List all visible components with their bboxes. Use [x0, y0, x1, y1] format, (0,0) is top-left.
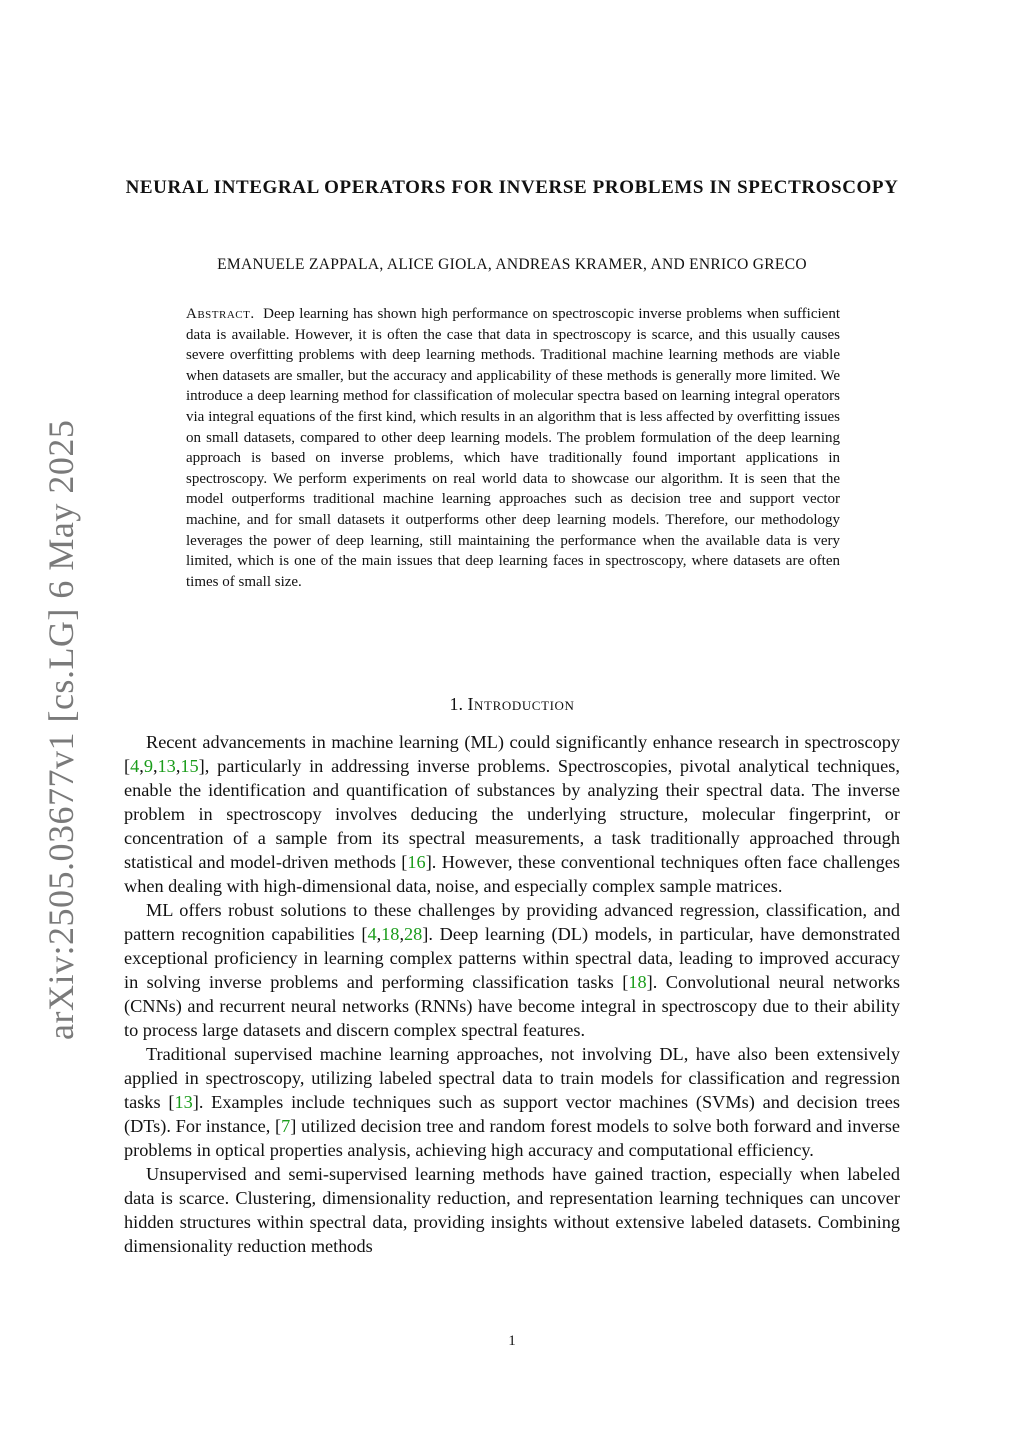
- page-number: 1: [508, 1333, 516, 1349]
- paragraph-text: ML offers robust solutions to these challenges by providing advanced regression, classification, and pattern recognition capabilities [: [124, 900, 900, 944]
- paragraph: [124, 1162, 900, 1258]
- paragraph: [124, 730, 900, 898]
- paragraph: [124, 898, 900, 1042]
- paragraph-text: Unsupervised and semi-supervised learning methods have gained traction, especially when labeled data is scarce. Clustering, dimensionality reduction, and representation learning techniques can uncover hidden structures within spectral data, providing insights without extensive labeled datasets. Combining dimensionality reduction methods: [124, 1164, 900, 1256]
- paragraph-text: ]. Examples include techniques such as support vector machines (SVMs) and decision trees (DTs). For instance, [: [124, 1092, 900, 1136]
- paragraph-text: ]. Deep learning (DL) models, in particular, have demonstrated exceptional proficiency in learning complex patterns within spectral data, leading to improved accuracy in solving inverse problems and performing classification tasks [: [124, 924, 900, 992]
- paragraph-text: Traditional supervised machine learning approaches, not involving DL, have also been extensively applied in spectroscopy, utilizing labeled spectral data to train models for classification and regression tasks [: [124, 1044, 900, 1112]
- paragraph-text: ]. However, these conventional techniques often face challenges when dealing with high-dimensional data, noise, and especially complex sample matrices.: [124, 852, 901, 896]
- citation-separator: ,: [139, 756, 144, 776]
- section-heading-introduction: [124, 694, 900, 715]
- author-list: EMANUELE ZAPPALA, ALICE GIOLA, ANDREAS KRAMER, AND ENRICO GRECO: [217, 256, 807, 273]
- citation-separator: ,: [376, 924, 382, 944]
- citation-link[interactable]: 15: [180, 756, 199, 776]
- paragraph-text: ], particularly in addressing inverse problems. Spectroscopies, pivotal analytical techniques, enable the identification and quantification of substances by analyzing their spectral data. The inverse problem in spectroscopy involves deducing the underlying structure, molecular fingerprint, or concentration of a sample from its spectral measurements, a task traditionally approached through statistical and model-driven methods [: [124, 756, 900, 872]
- citation-separator: ,: [175, 756, 181, 776]
- citation-separator: ,: [152, 756, 158, 776]
- citation-link[interactable]: 4: [130, 756, 140, 776]
- citation-link[interactable]: 16: [407, 852, 426, 872]
- abstract-label: Abstract.: [186, 306, 255, 322]
- arxiv-identifier-stamp: arXiv:2505.03677v1 [cs.LG] 6 May 2025: [41, 419, 81, 1040]
- citation-link[interactable]: 9: [143, 756, 153, 776]
- section-title: Introduction: [467, 694, 575, 714]
- abstract: [186, 304, 840, 592]
- citation-link[interactable]: 7: [281, 1116, 291, 1136]
- paragraph-text: ] utilized decision tree and random forest models to solve both forward and inverse problems in optical properties analysis, achieving high accuracy and computational efficiency.: [124, 1116, 900, 1160]
- citation-link[interactable]: 18: [628, 972, 647, 992]
- citation-link[interactable]: 13: [157, 756, 176, 776]
- paragraph-text: ]. Convolutional neural networks (CNNs) and recurrent neural networks (RNNs) have become integral in spectroscopy due to their ability to process large datasets and discern complex spectral features.: [124, 972, 900, 1040]
- abstract-text: Deep learning has shown high performance on spectroscopic inverse problems when sufficient data is available. However, it is often the case that data in spectroscopy is scarce, and this usually causes severe overfitting problems with deep learning methods. Traditional machine learning methods are viable when datasets are smaller, but the accuracy and applicability of these methods is generally more limited. We introduce a deep learning method for classification of molecular spectra based on learning integral operators via integral equations of the first kind, which results in an algorithm that is less affected by overfitting issues on small datasets, compared to other deep learning models. The problem formulation of the deep learning approach is based on inverse problems, which have traditionally found important applications in spectroscopy. We perform experiments on real world data to showcase our algorithm. It is seen that the model outperforms traditional machine learning approaches such as decision tree and support vector machine, and for small datasets it outperforms other deep learning models. Therefore, our methodology leverages the power of deep learning, still maintaining the performance when the available data is very limited, which is one of the main issues that deep learning faces in spectroscopy, where datasets are often times of small size.: [186, 306, 840, 590]
- citation-link[interactable]: 13: [174, 1092, 193, 1112]
- body-text: [124, 730, 900, 1258]
- paper-title: NEURAL INTEGRAL OPERATORS FOR INVERSE PROBLEMS IN SPECTROSCOPY: [125, 177, 899, 198]
- citation-link[interactable]: 28: [404, 924, 423, 944]
- citation-separator: ,: [399, 924, 405, 944]
- citation-link[interactable]: 4: [367, 924, 377, 944]
- citation-link[interactable]: 18: [381, 924, 400, 944]
- paragraph-text: Recent advancements in machine learning (ML) could significantly enhance research in spectroscopy [: [124, 732, 900, 776]
- section-number: 1.: [449, 694, 463, 714]
- paragraph: [124, 1042, 900, 1162]
